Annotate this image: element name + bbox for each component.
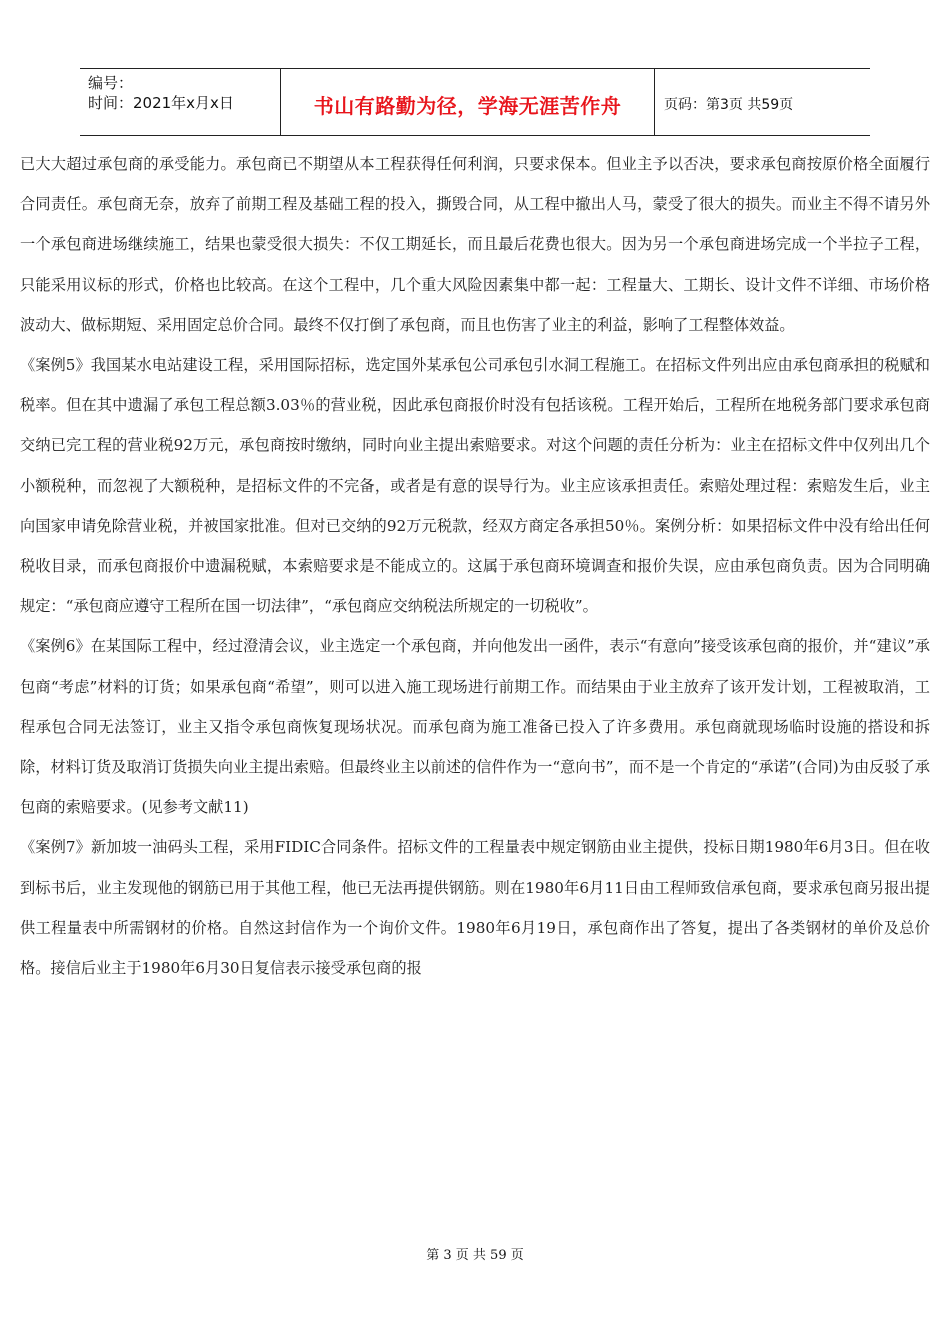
- paragraph-case-6: 《案例6》在某国际工程中，经过澄清会议，业主选定一个承包商，并向他发出一函件，表示“有意向”接受该承包商的报价，并“建议”承包商“考虑”材料的订货；如果承包商“希望”，则可以进入施工现场进行前期工作。而结果由于业主放弃了该开发计划，工程被取消，工程承包合同无法签订，业主又指令承包商恢复现场状况。而承包商为施工准备已投入了许多费用。承包商就现场临时设施的搭设和拆除，材料订货及取消订货损失向业主提出索赔。但最终业主以前述的信件作为一“意向书”，而不是一个肯定的“承诺”(合同)为由反驳了承包商的索赔要求。(见参考文献11): [20, 637, 930, 817]
- paragraph-case-5: 《案例5》我国某水电站建设工程，采用国际招标，选定国外某承包公司承包引水洞工程施工。在招标文件列出应由承包商承担的税赋和税率。但在其中遗漏了承包工程总额3.03％的营业税，因此承包商报价时没有包括该税。工程开始后，工程所在地税务部门要求承包商交纳已完工程的营业税92万元，承包商按时缴纳，同时向业主提出索赔要求。对这个问题的责任分析为：业主在招标文件中仅列出几个小额税种，而忽视了大额税种，是招标文件的不完备，或者是有意的误导行为。业主应该承担责任。索赔处理过程：索赔发生后，业主向国家申请免除营业税，并被国家批准。但对已交纳的92万元税款，经双方商定各承担50％。案例分析：如果招标文件中没有给出任何税收目录，而承包商报价中遗漏税赋，本索赔要求是不能成立的。这属于承包商环境调查和报价失误，应由承包商负责。因为合同明确规定：“承包商应遵守工程所在国一切法律”，“承包商应交纳税法所规定的一切税收”。: [20, 356, 930, 616]
- document-number-label: 编号：: [88, 74, 134, 92]
- paragraph-case-7: 《案例7》新加坡一油码头工程，采用FIDIC合同条件。招标文件的工程量表中规定钢筋由业主提供，投标日期1980年6月3日。但在收到标书后，业主发现他的钢筋已用于其他工程，他已无法再提供钢筋。则在1980年6月11日由工程师致信承包商，要求承包商另报出提供工程量表中所需钢材的价格。自然这封信作为一个询价文件。1980年6月19日，承包商作出了答复，提出了各类钢材的单价及总价格。接信后业主于1980年6月30日复信表示接受承包商的报: [20, 838, 930, 978]
- paragraph: 已大大超过承包商的承受能力。承包商已不期望从本工程获得任何利润，只要求保本。但业主予以否决，要求承包商按原价格全面履行合同责任。承包商无奈，放弃了前期工程及基础工程的投入，撕毁合同，从工程中撤出人马，蒙受了很大的损失。而业主不得不请另外一个承包商进场继续施工，结果也蒙受很大损失：不仅工期延长，而且最后花费也很大。因为另一个承包商进场完成一个半拉子工程，只能采用议标的形式，价格也比较高。在这个工程中，几个重大风险因素集中都一起：工程量大、工期长、设计文件不详细、市场价格波动大、做标期短、采用固定总价合同。最终不仅打倒了承包商，而且也伤害了业主的利益，影响了工程整体效益。: [20, 155, 930, 334]
- header-page-cell: [655, 69, 870, 135]
- page-header: [80, 68, 870, 136]
- footer-page-number: 第 3 页 共 59 页: [426, 1248, 524, 1263]
- header-page-number: 页码：第3页 共59页: [664, 97, 794, 113]
- header-meta: [80, 69, 280, 135]
- document-body: [20, 144, 930, 988]
- header-motto: 书山有路勤为径，学海无涯苦作舟: [313, 93, 622, 118]
- header-motto-cell: [280, 69, 655, 135]
- page-footer: [0, 1244, 950, 1263]
- document-date-label: 时间：2021年x月x日: [88, 94, 234, 112]
